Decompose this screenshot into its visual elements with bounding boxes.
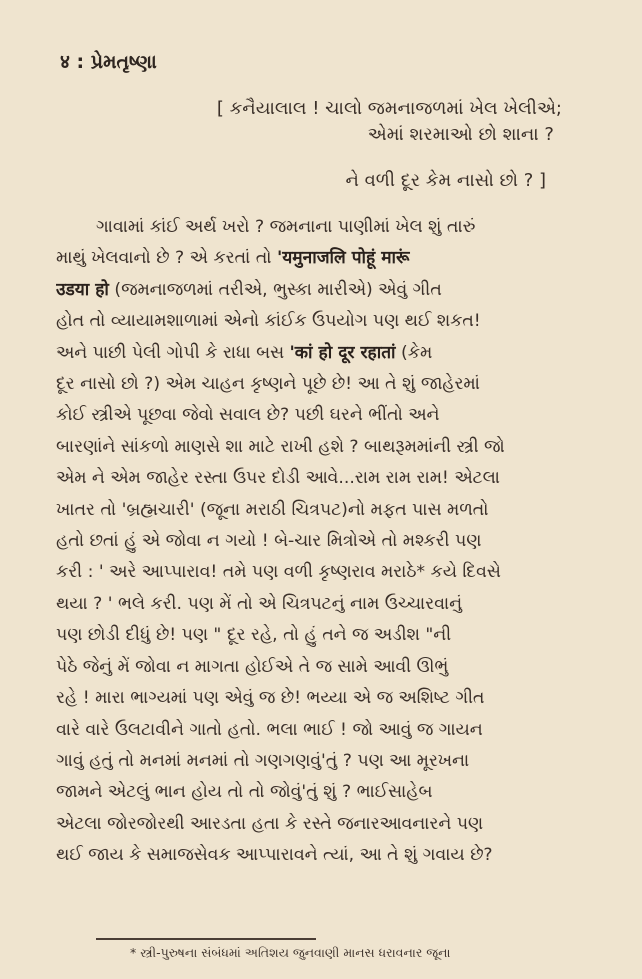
body-line (56, 243, 596, 274)
body-line: બારણાંને સાંકળો માણસે શા માટે રાખી હશે ? બાથરૂમમાંની સ્ત્રી જો (56, 436, 505, 457)
body-paragraph (56, 212, 596, 872)
body-text-span: અને પાછી પેલી ગોપી કે રાધા બસ (56, 342, 290, 363)
body-text-span: માથું ખેલવાનો છે ? એ કરતાં તો (56, 248, 277, 269)
body-line: હતો છતાં હું એ જોવા ન ગયો ! બે-ચાર મિત્રોએ તો મશ્કરી પણ (56, 531, 482, 552)
body-line: એમ ને એમ જાહેર રસ્તા ઉપર દોડી આવે...રામ રામ રામ! એટલા (56, 468, 500, 489)
body-line: હોત તો વ્યાયામશાળામાં એનો કાંઈક ઉપયોગ પણ થઈ શકત! (56, 311, 481, 332)
marathi-quote: 'यमुनाजलि पोहूं मारूं (276, 248, 410, 269)
page-number: ४ (60, 51, 70, 73)
body-line: એટલા જોરજોરથી આરડતા હતા કે રસ્તે જનારઆવનારને પણ (56, 813, 484, 834)
body-line: ગાવામાં કાંઈ અર્થ ખરો ? જમનાના પાણીમાં ખેલ શું તારું (96, 217, 476, 237)
body-line: ગાવું હતું તો મનમાં મનમાં તો ગણગણવું'તું ? પણ આ મૂરખના (56, 750, 470, 771)
body-line: દૂર નાસો છો ?) એમ ચાહન કૃષ્ણને પૂછે છે! આ તે શું જાહેરમાં (56, 374, 480, 395)
chapter-title: પ્રેમતૃષ્ણા (90, 51, 157, 73)
body-line: કરી : ' અરે આપ્પારાવ! તમે પણ વળી કૃષ્ણરાવ મરાઠે* કયે દિવસે (56, 562, 501, 583)
footnote-divider (96, 938, 316, 940)
marathi-quote-end: उडया हो (56, 279, 109, 300)
body-line: જામને એટલું ભાન હોય તો તો જોવું'તું શું ? ભાઈસાહેબ (56, 782, 433, 803)
page-header (60, 48, 157, 74)
body-line: પણ છોડી દીધું છે! પણ " દૂર રહે, તો હું તને જ અડીશ "ની (56, 625, 452, 646)
body-text-span: (કેમ (395, 342, 433, 363)
body-text-span: (જમનાજળમાં તરીએ, ભુસ્કા મારીએ) એવું ગીત (108, 279, 442, 300)
verse-line-2: એમાં શરમાઓ છો શાના ? (367, 124, 554, 145)
verse-line-1: [ કનૈયાલાલ ! ચાલો જમનાજળમાં ખેલ ખેલીએ; (216, 98, 562, 119)
body-line: થઈ જાય કે સમાજસેવક આપ્પારાવને ત્યાં, આ તે શું ગવાય છે? (56, 845, 493, 866)
body-line: કોઈ સ્ત્રીએ પૂછવા જેવો સવાલ છે? પછી ઘરને ભીંતો અને (56, 405, 440, 426)
marathi-quote-2: 'कां हो दूर रहातां (289, 342, 396, 363)
verse-line-3: ને વળી દૂર કેમ નાસો છો ? ] (345, 170, 546, 191)
body-line: વારે વારે ઉલટાવીને ગાતો હતો. ભલા ભાઈ ! જો આવું જ ગાયન (56, 719, 483, 740)
header-separator: : (76, 51, 85, 73)
body-line: થયા ? ' ભલે કરી. પણ મેં તો એ ચિત્રપટનું નામ ઉચ્ચારવાનું (56, 593, 462, 614)
body-line: રહે ! મારા ભાગ્યમાં પણ એવું જ છે! ભય્યા એ જ અશિષ્ટ ગીત (56, 688, 485, 709)
footnote: * સ્ત્રી-પુરુષના સંબંધમાં અતિશય જુનવાણી માનસ ધરાવનાર જૂના (130, 945, 451, 960)
body-line: પેઠે જેનું મેં જોવા ન માગતા હોઈએ તે જ સામે આવી ઊભું (56, 656, 449, 677)
body-line: ખાતર તો 'બ્રહ્મચારી' (જૂના મરાઠી ચિત્રપટ)નો મફત પાસ મળતો (56, 499, 489, 520)
body-line (56, 275, 596, 306)
body-line (56, 338, 596, 369)
